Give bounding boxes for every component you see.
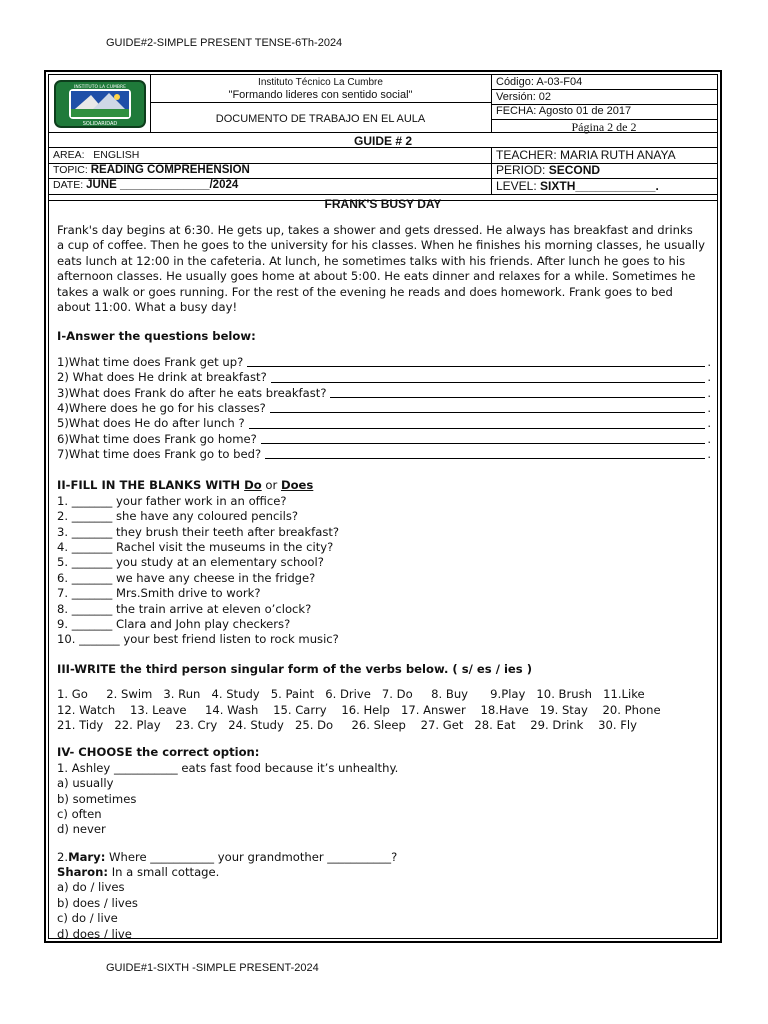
worksheet-inner-frame	[48, 74, 718, 939]
doc-page: Página 2 de 2	[571, 120, 637, 134]
passage-line: takes a walk or goes running. For the rest of the evening he reads and does homework. Frank goes to bed	[57, 284, 673, 299]
choice-question: 1. Ashley ___________ eats fast food because it’s unhealthy.	[57, 760, 399, 775]
worksheet-frame	[44, 70, 722, 943]
section1-title: I-Answer the questions below:	[57, 329, 256, 344]
answer-blank[interactable]	[261, 432, 705, 444]
fill-blank-item: 4. _______ Rachel visit the museums in the city?	[57, 540, 334, 555]
section4-q1	[57, 761, 711, 838]
section4-title: IV- CHOOSE the correct option:	[57, 745, 260, 760]
area-field	[53, 149, 139, 161]
question-row	[57, 432, 711, 447]
guide-title: GUIDE # 2	[353, 134, 413, 148]
q2-reply-text: In a small cottage.	[108, 865, 220, 880]
doc-date: FECHA: Agosto 01 de 2017	[496, 105, 632, 117]
institution-name: Instituto Técnico La Cumbre	[258, 77, 383, 88]
section2-title-do: Do	[244, 478, 262, 493]
answer-blank[interactable]	[271, 370, 706, 382]
page-footer: GUIDE#1-SIXTH -SIMPLE PRESENT-2024	[106, 962, 319, 974]
passage-line: eats lunch at 12:00 in the cafeteria. At lunch, he sometimes talks with his friends. After lunch he goes to his	[57, 253, 686, 268]
date-label: DATE:	[53, 179, 84, 191]
document-type: DOCUMENTO DE TRABAJO EN EL AULA	[215, 113, 426, 125]
section2-title-prefix: II-FILL IN THE BLANKS WITH	[57, 478, 245, 493]
choice-option: b) sometimes	[57, 791, 137, 806]
date-value: JUNE ______________/2024	[86, 179, 239, 191]
q2-speaker: Mary:	[68, 849, 106, 864]
worksheet-body	[57, 223, 711, 942]
question-text: 1)What time does Frank get up?	[57, 354, 244, 369]
question-end-mark: .	[707, 370, 711, 385]
question-text: 2) What does He drink at breakfast?	[57, 370, 267, 385]
question-text: 6)What time does Frank go home?	[57, 431, 257, 446]
period-value: SECOND	[548, 163, 601, 177]
fill-blank-item: 9. _______ Clara and John play checkers?	[57, 616, 291, 631]
level-label: LEVEL:	[496, 179, 537, 193]
question-end-mark: .	[707, 431, 711, 446]
question-row	[57, 355, 711, 370]
level-value: SIXTH____________.	[540, 179, 659, 193]
passage-line: Frank's day begins at 6:30. He gets up, takes a shower and gets dressed. He always has breakfast and drinks	[57, 223, 693, 237]
topic-field	[53, 164, 250, 176]
doc-version: Versión: 02	[496, 91, 552, 103]
verb-row: 21. Tidy 22. Play 23. Cry 24. Study 25. Do 26. Sleep 27. Get 28. Eat 29. Drink 30. Fly	[57, 717, 637, 732]
question-end-mark: .	[707, 354, 711, 369]
institution-motto: "Formando lideres con sentido social"	[228, 89, 413, 101]
question-row	[57, 401, 711, 416]
q2-number: 2.	[57, 849, 69, 864]
question-end-mark: .	[707, 385, 711, 400]
school-logo	[53, 79, 147, 129]
reading-passage	[57, 223, 711, 315]
topic-value: READING COMPREHENSION	[90, 164, 250, 176]
verb-row: 12. Watch 13. Leave 14. Wash 15. Carry 16. Help 17. Answer 18.Have 19. Stay 20. Phone	[57, 702, 661, 717]
fill-blank-item: 5. _______ you study at an elementary school?	[57, 555, 324, 570]
section2-title	[57, 478, 711, 493]
choice-option: b) does / lives	[57, 895, 138, 910]
fill-blank-item: 2. _______ she have any coloured pencils?	[57, 509, 299, 524]
fill-blank-item: 7. _______ Mrs.Smith drive to work?	[57, 586, 261, 601]
section3-title: III-WRITE the third person singular form of the verbs below. ( s/ es / ies )	[57, 661, 533, 676]
teacher-label: TEACHER:	[496, 148, 557, 162]
teacher-value: MARIA RUTH ANAYA	[560, 148, 676, 162]
passage-line: afternoon classes. He usually goes home at about 5:00. He eats dinner and relaxes for a while. Sometimes he	[57, 269, 696, 284]
answer-blank[interactable]	[249, 416, 706, 428]
period-field	[496, 163, 600, 177]
question-row	[57, 416, 711, 431]
answer-blank[interactable]	[270, 401, 705, 413]
topic-label: TOPIC:	[53, 164, 88, 176]
question-row	[57, 386, 711, 401]
period-label: PERIOD:	[496, 163, 546, 177]
fill-blank-item: 1. _______ your father work in an office?	[57, 493, 287, 508]
section3-verbs	[57, 687, 711, 733]
choice-option: d) does / live	[57, 926, 132, 941]
level-field	[496, 179, 659, 193]
area-label: AREA:	[53, 149, 85, 161]
fill-blank-item: 3. _______ they brush their teeth after breakfast?	[57, 524, 340, 539]
answer-blank[interactable]	[247, 355, 705, 367]
logo-text-top: INSTITUTO LA CUMBRE	[74, 85, 126, 90]
choice-option: a) do / lives	[57, 880, 125, 895]
page-header: GUIDE#2-SIMPLE PRESENT TENSE-6Th-2024	[106, 37, 343, 49]
logo-text-bottom: SOLIDARIDAD	[82, 121, 118, 127]
section4-q2	[57, 850, 711, 942]
question-text: 4)Where does he go for his classes?	[57, 400, 266, 415]
section2-items	[57, 494, 711, 648]
passage-line: about 11:00. What a busy day!	[57, 299, 238, 314]
answer-blank[interactable]	[265, 447, 705, 459]
question-text: 5)What does He do after lunch ?	[57, 416, 245, 431]
section2-title-does: Does	[280, 478, 314, 493]
section2-title-or: or	[261, 478, 281, 493]
question-text: 7)What time does Frank go to bed?	[57, 447, 262, 462]
question-end-mark: .	[707, 400, 711, 415]
doc-code: Código: A-03-F04	[496, 76, 583, 88]
choice-reply	[57, 865, 711, 880]
fill-blank-item: 10. _______ your best friend listen to rock music?	[57, 632, 339, 647]
fill-blank-item: 6. _______ we have any cheese in the fridge?	[57, 570, 316, 585]
area-value: ENGLISH	[93, 149, 140, 161]
reading-title: FRANK'S BUSY DAY	[324, 197, 442, 211]
q2-reply-speaker: Sharon:	[57, 865, 109, 880]
choice-option: d) never	[57, 822, 106, 837]
q2-text: Where ___________ your grandmother ___________?	[105, 849, 398, 864]
passage-line: a cup of coffee. Then he goes to the university for his classes. When he finishes his morning classes, he usually	[57, 238, 705, 253]
choice-option: a) usually	[57, 776, 114, 791]
date-field	[53, 179, 238, 191]
question-row	[57, 447, 711, 462]
question-row	[57, 370, 711, 385]
fill-blank-item: 8. _______ the train arrive at eleven o’clock?	[57, 601, 312, 616]
answer-blank[interactable]	[330, 386, 705, 398]
teacher-field	[496, 148, 676, 162]
choice-question	[57, 850, 711, 865]
question-end-mark: .	[707, 447, 711, 462]
choice-option: c) do / live	[57, 911, 118, 926]
question-end-mark: .	[707, 416, 711, 431]
choice-option: c) often	[57, 806, 102, 821]
verb-row: 1. Go 2. Swim 3. Run 4. Study 5. Paint 6. Drive 7. Do 8. Buy 9.Play 10. Brush 11.Like	[57, 687, 645, 702]
question-text: 3)What does Frank do after he eats breakfast?	[57, 385, 327, 400]
section1-questions	[57, 355, 711, 463]
